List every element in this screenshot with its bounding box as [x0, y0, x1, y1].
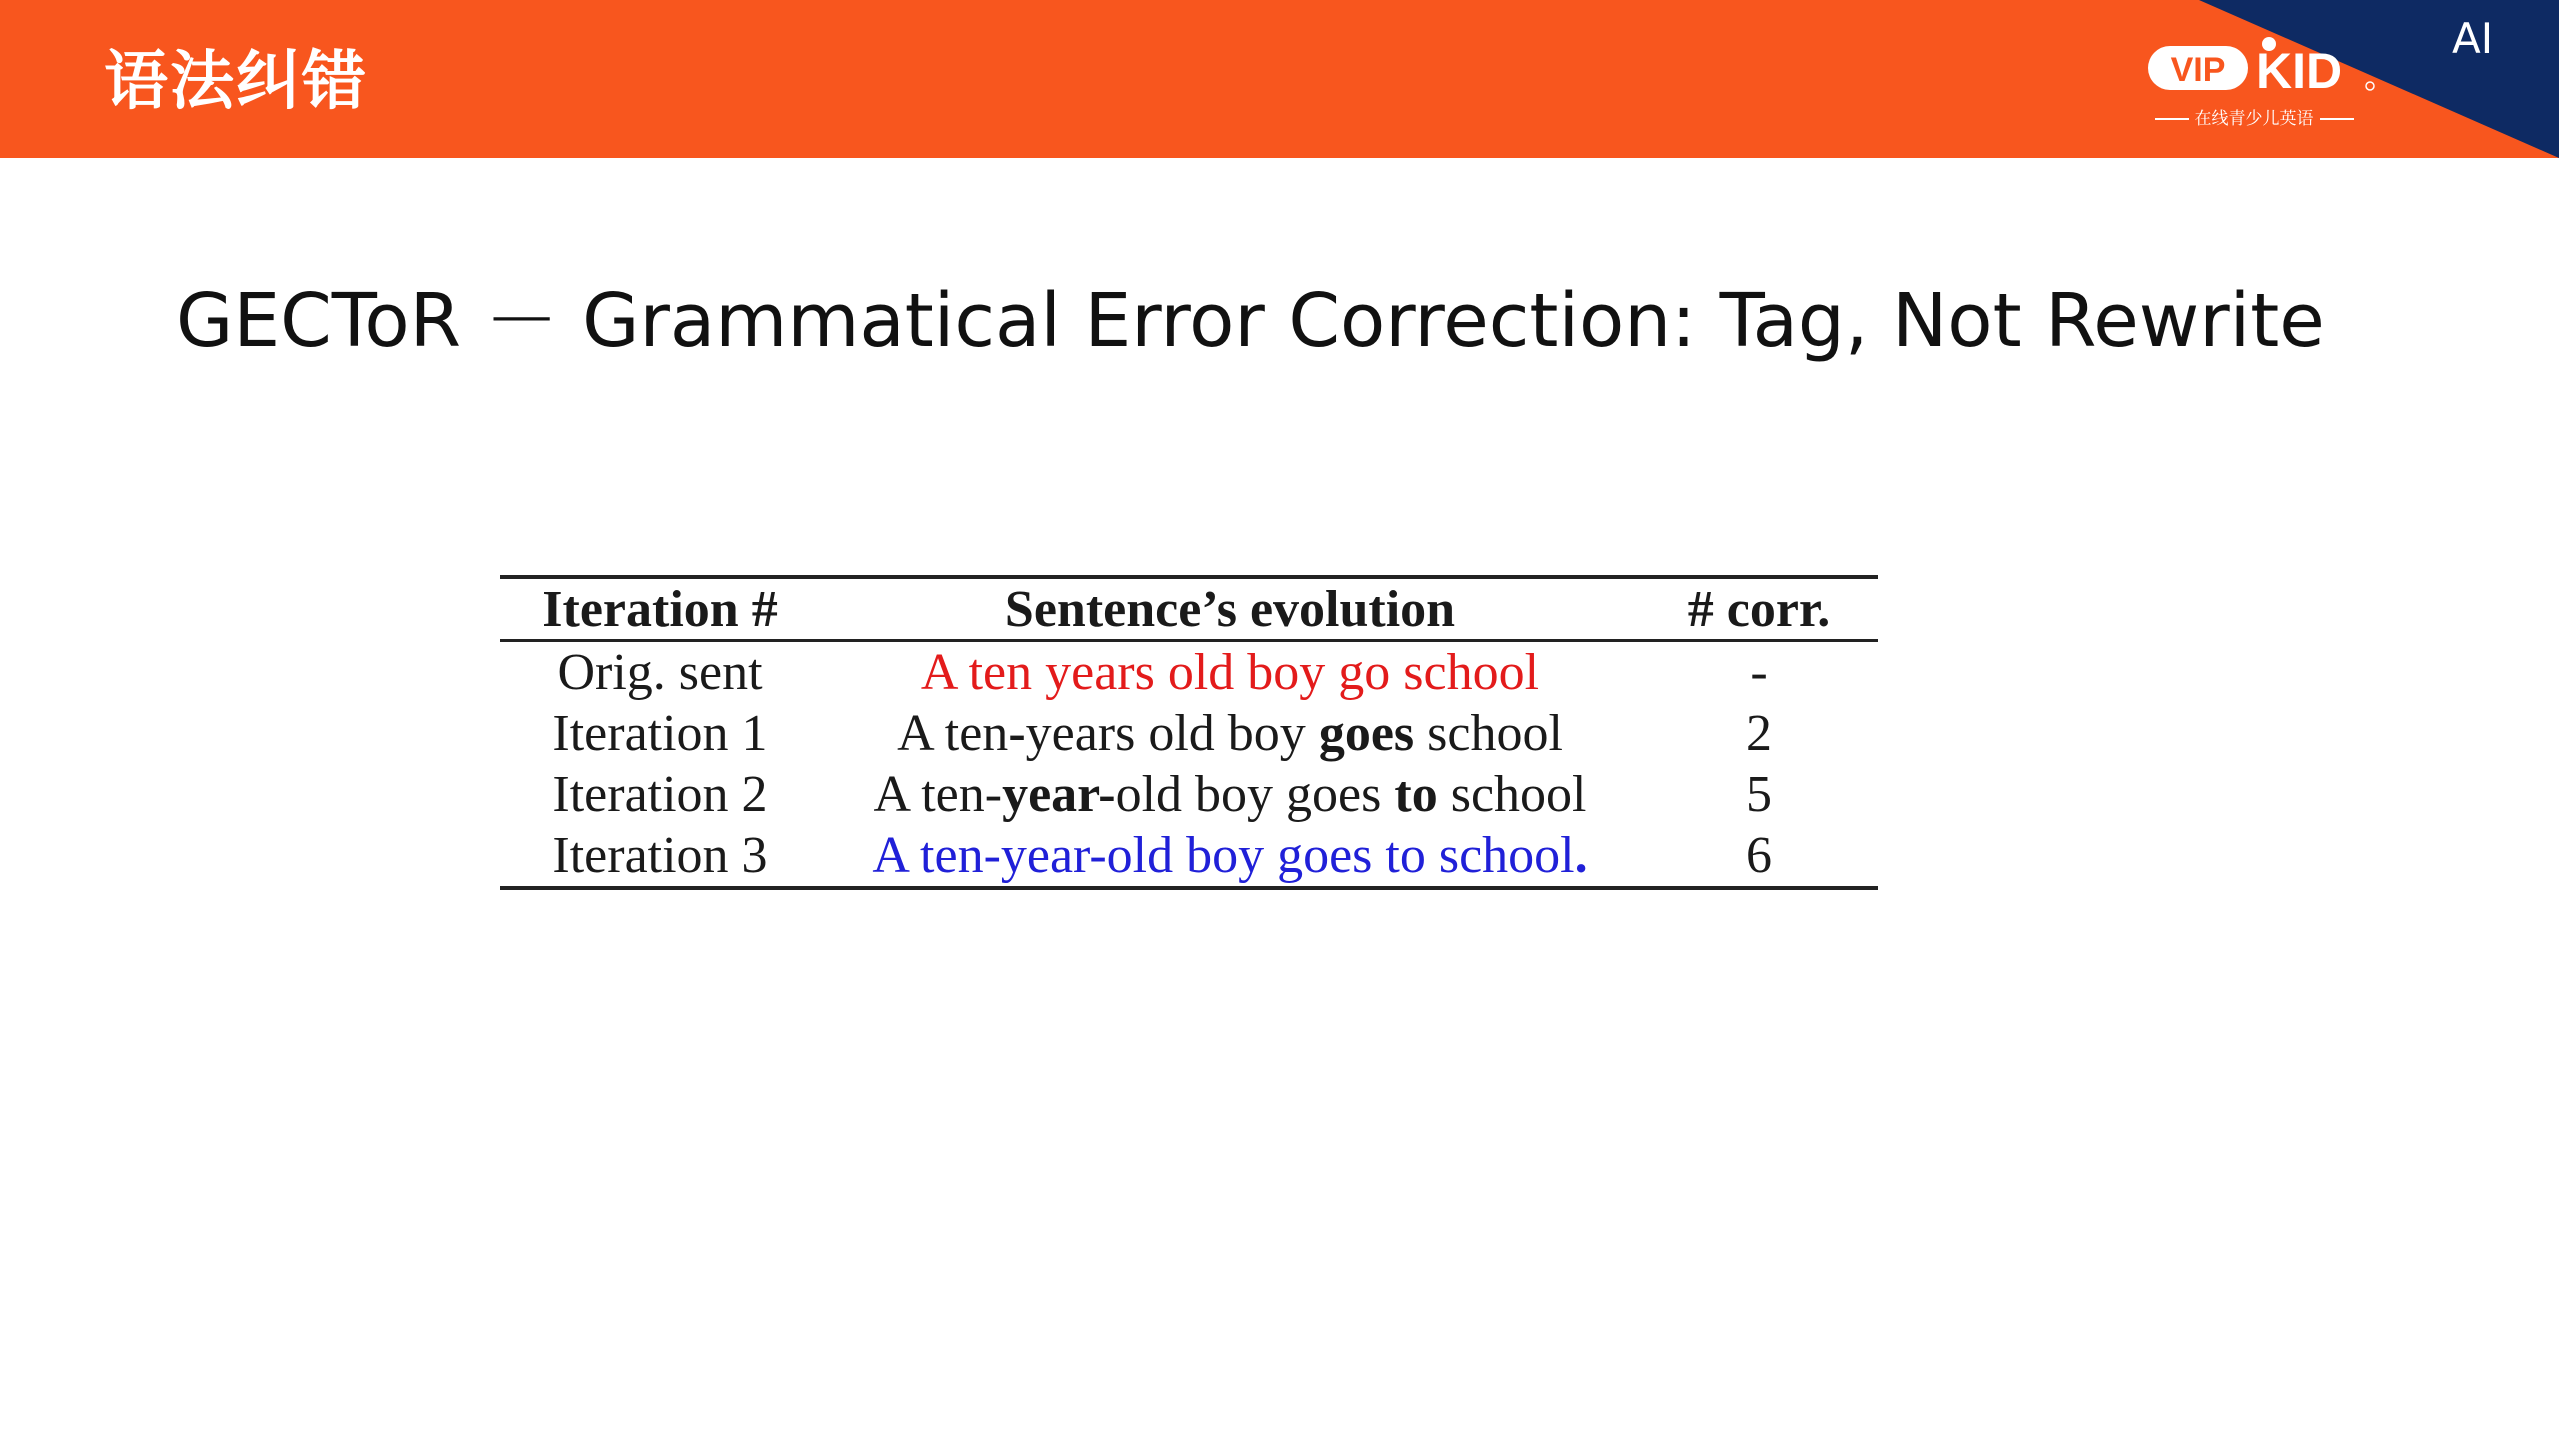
sentence-segment: old boy goes: [1115, 766, 1395, 823]
table-header-row: [500, 579, 1878, 639]
header-iteration: Iteration #: [542, 580, 778, 638]
header-corr: # corr.: [1687, 580, 1831, 638]
svg-text:KID: KID: [2256, 43, 2343, 98]
section-title: 语法纠错: [104, 45, 368, 119]
sentence-segment: years old boy: [1025, 705, 1319, 762]
row-corr: 6: [1746, 827, 1772, 884]
row-iteration: Orig. sent: [557, 644, 763, 701]
table-row: [500, 642, 1878, 703]
row-iteration: Iteration 2: [552, 766, 768, 823]
gector-iteration-table: [500, 575, 1878, 890]
sentence-segment: A ten: [897, 705, 1009, 762]
svg-text:VIP: VIP: [2170, 51, 2226, 89]
sentence-segment: school: [1437, 766, 1587, 823]
sentence-segment: A ten-year-old boy goes to school: [872, 827, 1575, 884]
sentence-segment: A ten years old boy go school: [920, 644, 1540, 701]
table-row: [500, 764, 1878, 825]
row-iteration: Iteration 1: [552, 705, 768, 762]
row-corr: 2: [1746, 705, 1772, 762]
row-iteration: Iteration 3: [552, 827, 768, 884]
row-sentence: [820, 826, 1640, 885]
row-sentence: [820, 765, 1640, 824]
row-sentence: [820, 643, 1640, 702]
row-corr: 5: [1746, 766, 1772, 823]
sentence-segment-bold: to: [1394, 766, 1438, 823]
corner-label: AI: [2452, 14, 2494, 63]
sentence-segment-bold: goes: [1318, 705, 1415, 762]
sentence-segment-bold: year-: [1002, 766, 1116, 823]
sentence-segment-bold: -: [1008, 705, 1026, 762]
table-row: [500, 825, 1878, 886]
vipkid-logo: [2148, 34, 2378, 134]
header-evolution: Sentence’s evolution: [1004, 580, 1456, 638]
vipkid-logo-icon: [2148, 34, 2378, 98]
row-sentence: [820, 704, 1640, 763]
table-row: [500, 703, 1878, 764]
sentence-segment: school: [1414, 705, 1563, 762]
sentence-segment: A ten-: [873, 766, 1003, 823]
logo-tagline: 在线青少儿英语: [2148, 104, 2360, 129]
sentence-segment-bold: .: [1574, 827, 1588, 884]
row-corr: -: [1750, 644, 1768, 701]
table-bottom-rule: [500, 886, 1878, 890]
slide-heading: GECToR － Grammatical Error Correction: Tag, Not Rewrite: [176, 278, 2325, 364]
